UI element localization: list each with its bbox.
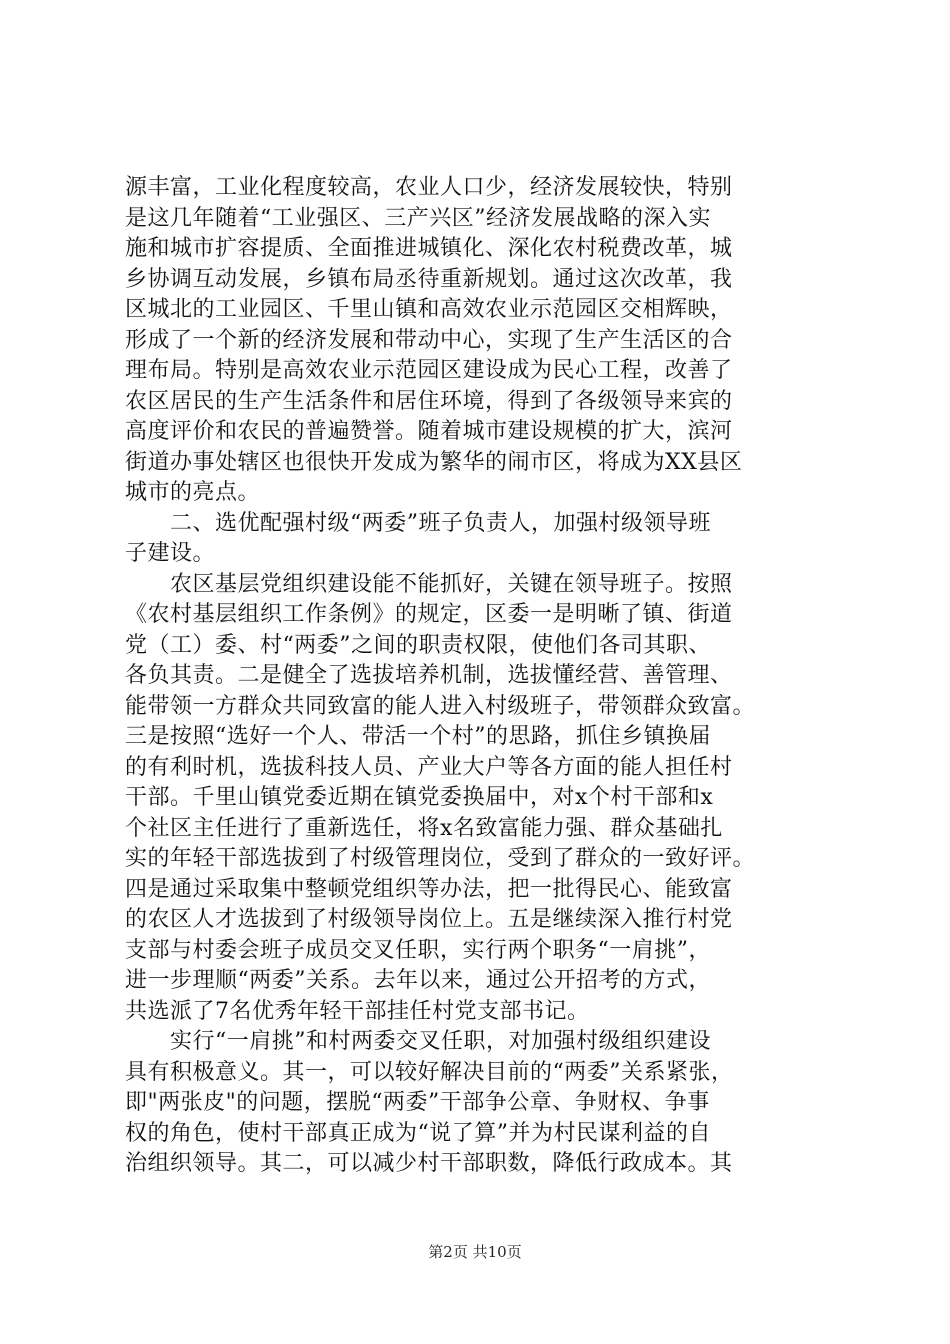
text-line: 共选派了7名优秀年轻干部挂任村党支部书记。: [125, 998, 590, 1024]
text-line: 支部与村委会班子成员交叉任职，实行两个职务“一肩挑”，: [125, 937, 711, 963]
text-line: 城市的亮点。: [125, 480, 261, 505]
text-line: 实的年轻干部选拔到了村级管理岗位，受到了群众的一致好评。: [125, 846, 756, 871]
text-line: 农区基层党组织建设能不能抓好，关键在领导班子。按照: [125, 571, 733, 597]
section-heading-line: 二、选优配强村级“两委”班子负责人，加强村级领导班: [125, 510, 711, 536]
text-line: 具有积极意义。其一，可以较好解决目前的“两委”关系紧张，: [125, 1059, 734, 1085]
text-line: 理布局。特别是高效农业示范园区建设成为民心工程，改善了: [125, 358, 733, 383]
page-number-label: 第2页 共10页: [428, 1243, 522, 1261]
text-line: 治组织领导。其二，可以减少村干部职数，降低行政成本。其: [125, 1151, 733, 1176]
text-line: 的农区人才选拔到了村级领导岗位上。五是继续深入推行村党: [125, 907, 733, 932]
text-line: 党（工）委、村“两委”之间的职责权限，使他们各司其职、: [125, 632, 711, 658]
text-line: 即"两张皮"的问题，摆脱“两委”干部争公章、争财权、争事: [125, 1090, 710, 1115]
text-line: 的有利时机，选拔科技人员、产业大户等各方面的能人担任村: [125, 754, 733, 780]
text-line: 能带领一方群众共同致富的能人进入村级班子，带领群众致富。: [125, 693, 756, 719]
text-line: 《农村基层组织工作条例》的规定，区委一是明晰了镇、街道: [125, 602, 733, 627]
text-line: 形成了一个新的经济发展和带动中心，实现了生产生活区的合: [125, 327, 733, 353]
text-line: 各负其责。二是健全了选拔培养机制，选拔懂经营、善管理、: [125, 663, 733, 688]
text-line: 权的角色，使村干部真正成为“说了算”并为村民谋利益的自: [125, 1120, 711, 1146]
text-line: 乡协调互动发展，乡镇布局丞待重新规划。通过这次改革，我: [125, 266, 733, 292]
page-footer: [0, 1242, 950, 1262]
text-line: 个社区主任进行了重新选任，将x名致富能力强、群众基础扎: [125, 815, 723, 841]
text-line: 街道办事处辖区也很快开发成为繁华的闹市区，将成为XX县区: [125, 449, 743, 475]
text-line: 四是通过采取集中整顿党组织等办法，把一批得民心、能致富: [125, 876, 733, 902]
text-line: 干部。千里山镇党委近期在镇党委换届中，对x个村干部和x: [125, 785, 714, 810]
text-line: 施和城市扩容提质、全面推进城镇化、深化农村税费改革，城: [125, 236, 733, 261]
text-line: 三是按照“选好一个人、带活一个村”的思路，抓住乡镇换届: [125, 724, 711, 749]
text-line: 农区居民的生产生活条件和居住环境，得到了各级领导来宾的: [125, 388, 733, 414]
section-heading-line: 子建设。: [125, 541, 216, 566]
body-text: [125, 173, 830, 1180]
text-line: 高度评价和农民的普遍赞誉。随着城市建设规模的扩大，滨河: [125, 419, 733, 444]
text-line: 区城北的工业园区、千里山镇和高效农业示范园区交相辉映，: [125, 297, 733, 322]
text-line: 实行“一肩挑”和村两委交叉任职，对加强村级组织建设: [125, 1029, 711, 1054]
text-line: 进一步理顺“两委”关系。去年以来，通过公开招考的方式，: [125, 968, 711, 993]
text-line: 是这几年随着“工业强区、三产兴区”经济发展战略的深入实: [125, 205, 711, 231]
text-line: 源丰富，工业化程度较高，农业人口少，经济发展较快，特别: [125, 175, 733, 200]
